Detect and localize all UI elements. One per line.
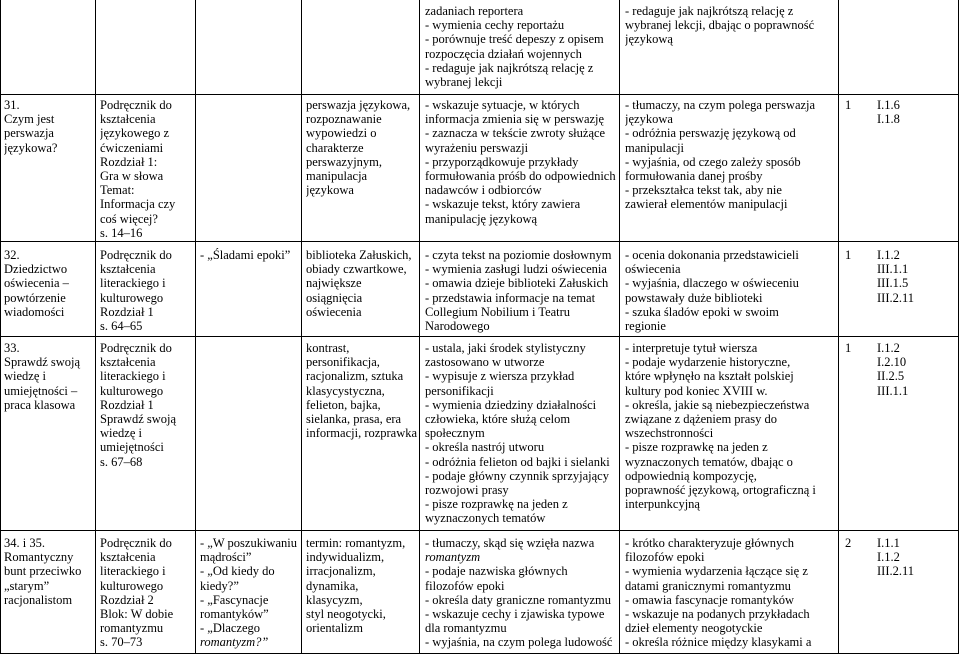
- text-line: Blok: W dobie: [100, 607, 174, 622]
- basic-requirements-cell: [425, 4, 619, 94]
- text-line: powstawały duże biblioteki: [625, 290, 763, 305]
- text-line: 33.: [4, 341, 20, 355]
- text-line: irracjonalizm,: [306, 564, 376, 579]
- text-line: orientalizm: [306, 621, 363, 636]
- text-line: wszechstronności: [625, 426, 714, 441]
- text-line: wiedzę i: [100, 426, 142, 441]
- text-line: rozwojowi prasy: [425, 483, 509, 498]
- text-line: zastosowano w utworze: [425, 355, 545, 370]
- text-line: - wymienia zasługi ludzi oświecenia: [425, 262, 607, 277]
- text-line: 2: [845, 536, 852, 550]
- concepts-cell: [306, 536, 419, 652]
- text-line: zawierał elementów manipulacji: [625, 197, 788, 212]
- column-divider: [419, 0, 420, 654]
- text-line: perswazja: [4, 126, 54, 141]
- text-line: Czym jest: [4, 112, 55, 127]
- text-line: Collegium Nobilium i Teatru: [425, 304, 571, 319]
- text-line: kiedy?”: [200, 578, 239, 593]
- text-line: wybranej lekcji: [425, 75, 503, 90]
- text-line: mądrości”: [200, 550, 252, 565]
- text-line: sielanka, prasa, era: [306, 412, 402, 427]
- text-line: - przedstawia informacje na temat: [425, 290, 596, 305]
- text-line: kulturowego: [100, 290, 164, 305]
- text-line: wiedzę i: [4, 369, 46, 384]
- text-line: wypowiedzi o: [306, 126, 377, 141]
- basic-requirements-cell: [425, 98, 619, 240]
- text-line: - krótko charakteryzuje głównych: [625, 536, 795, 550]
- text-line: I.1.8: [877, 112, 900, 127]
- text-line: oświecenia: [306, 304, 362, 319]
- core-curriculum-cell: [877, 536, 957, 652]
- text-line: - omawia dzieje biblioteki Załuskich: [425, 276, 609, 291]
- text-line: 32.: [4, 248, 20, 262]
- text-line: - odróżnia perswazję językową od: [625, 126, 796, 141]
- text-line: praca klasowa: [4, 397, 76, 412]
- text-line: - wskazuje cechy i zjawiska typowe: [425, 607, 605, 622]
- text-line: bunt przeciwko: [4, 564, 82, 579]
- text-line: - czyta tekst na poziomie dosłownym: [425, 248, 612, 262]
- text-line: formułowania próśb do odpowiednich: [425, 169, 616, 184]
- text-line: wybranej lekcji, dbając o poprawność: [625, 18, 815, 33]
- text-line: - omawia fascynacje romantyków: [625, 592, 795, 607]
- text-line: umiejętności: [100, 440, 164, 455]
- text-line: datami granicznymi romantyzmu: [625, 578, 791, 593]
- text-line: ćwiczeniami: [100, 140, 164, 155]
- row-divider: [0, 336, 959, 337]
- text-line: literackiego i: [100, 564, 166, 579]
- text-line: romantyzmu: [100, 621, 164, 636]
- text-line: Dziedzictwo: [4, 262, 68, 277]
- text-line: termin: romantyzm,: [306, 536, 406, 550]
- text-line: manipulacja: [306, 169, 368, 184]
- text-line: kształcenia: [100, 355, 156, 370]
- text-line: Sprawdź swoją: [100, 412, 177, 427]
- column-divider: [0, 0, 1, 654]
- text-line: Temat:: [100, 183, 135, 198]
- text-line: 1: [845, 248, 852, 262]
- text-line: - odróżnia felieton od bajki i sielanki: [425, 454, 610, 469]
- text-line: kształcenia: [100, 550, 156, 565]
- text-line: s. 70–73: [100, 635, 143, 650]
- core-curriculum-cell: [877, 98, 957, 240]
- text-line: filozofów epoki: [425, 578, 505, 593]
- text-line: wyznaczonych tematów, dbając o: [625, 454, 793, 469]
- text-line: rozpoczęcia działań wojennych: [425, 46, 582, 61]
- text-line: - tłumaczy, skąd się wzięła nazwa: [425, 536, 595, 550]
- text-line: Romantyczny: [4, 550, 74, 565]
- reading-cell: [200, 536, 300, 652]
- text-line: filozofów epoki: [625, 550, 705, 565]
- text-line: - zaznacza w tekście zwroty służące: [425, 126, 606, 141]
- text-line: Rozdział 1: [100, 304, 154, 319]
- extended-requirements-cell: [625, 536, 837, 652]
- row-divider: [0, 653, 959, 654]
- text-line: które wpłynęło na kształt polskiej: [625, 369, 794, 384]
- text-line: - podaje wydarzenie historyczne,: [625, 355, 791, 370]
- reading-cell: [200, 248, 300, 336]
- requirement-level-cell: [845, 536, 865, 652]
- text-line: - „Śladami epoki”: [200, 248, 291, 262]
- text-line: - redaguje jak najkrótszą relację z: [625, 4, 794, 18]
- text-line: wiadomości: [4, 304, 65, 319]
- text-line: - interpretuje tytuł wiersza: [625, 341, 758, 355]
- text-line: perswazyjnym,: [306, 154, 383, 169]
- text-line: - „W poszukiwaniu: [200, 536, 297, 550]
- text-line: racjonalizm, sztuka: [306, 369, 404, 384]
- text-line: - określa różnice między klasykami a: [625, 635, 812, 650]
- text-line: romantyków”: [200, 607, 269, 622]
- core-curriculum-cell: [877, 248, 957, 336]
- basic-requirements-cell: [425, 536, 619, 652]
- column-divider: [301, 0, 302, 654]
- text-line: Gra w słowa: [100, 169, 164, 184]
- text-line: coś więcej?: [100, 211, 158, 226]
- text-line: - wymienia dziedziny działalności: [425, 397, 597, 412]
- lesson-topic-cell: [4, 248, 94, 336]
- text-line: II.2.5: [877, 369, 905, 384]
- text-line: I.1.6: [877, 98, 900, 112]
- text-line: Rozdział 2: [100, 592, 154, 607]
- requirement-level-cell: [845, 248, 865, 336]
- textbook-cell: [100, 536, 194, 652]
- text-line: związane z dążeniem prasy do: [625, 412, 778, 427]
- text-line: - pisze rozprawkę na jeden z: [625, 440, 768, 455]
- text-line: - przekształca tekst tak, aby nie: [625, 183, 782, 198]
- text-line: kulturowego: [100, 578, 164, 593]
- text-line: I.1.2: [877, 550, 900, 565]
- text-line: - wyjaśnia, dlaczego w oświeceniu: [625, 276, 799, 291]
- text-line: - ustala, jaki środek stylistyczny: [425, 341, 586, 355]
- text-line: Podręcznik do: [100, 98, 172, 112]
- text-line: językowa?: [4, 140, 58, 155]
- text-line: językową: [625, 32, 673, 47]
- extended-requirements-cell: [625, 341, 837, 530]
- text-line: manipulację językową: [425, 211, 538, 226]
- text-line: literackiego i: [100, 276, 166, 291]
- text-line: klasycystyczna,: [306, 383, 385, 398]
- requirement-level-cell: [845, 98, 865, 240]
- text-line: „starym”: [4, 578, 50, 593]
- text-line: styl neogotycki,: [306, 607, 386, 622]
- extended-requirements-cell: [625, 248, 837, 336]
- text-line: biblioteka Załuskich,: [306, 248, 412, 262]
- text-line: interpunkcyjną: [625, 497, 700, 512]
- concepts-cell: [306, 248, 419, 336]
- text-line: wyznaczonych tematów: [425, 511, 546, 526]
- text-line: Sprawdź swoją: [4, 355, 81, 370]
- text-line: - szuka śladów epoki w swoim: [625, 304, 779, 319]
- text-line: - redaguje jak najkrótszą relację z: [425, 60, 594, 75]
- text-line: językowego z: [100, 126, 170, 141]
- text-line: personifikacja,: [306, 355, 380, 370]
- concepts-cell: [306, 341, 419, 530]
- text-line: oświecenia –: [4, 276, 69, 291]
- text-line: - wskazuje tekst, który zawiera: [425, 197, 581, 212]
- text-line: powtórzenie: [4, 290, 66, 305]
- basic-requirements-cell: [425, 341, 619, 530]
- text-line: poprawność językową, ortograficzną i: [625, 483, 816, 498]
- text-line: Podręcznik do: [100, 536, 172, 550]
- text-line: - „Od kiedy do: [200, 564, 275, 579]
- text-line: racjonalistom: [4, 592, 73, 607]
- text-line: - podaje główny czynnik sprzyjający: [425, 468, 609, 483]
- text-line: - wyjaśnia, od czego zależy sposób: [625, 154, 801, 169]
- text-line: personifikacji: [425, 383, 494, 398]
- basic-requirements-cell: [425, 248, 619, 336]
- column-divider: [195, 0, 196, 654]
- text-line: oświecenia: [625, 262, 681, 277]
- lesson-topic-cell: [4, 341, 94, 530]
- text-line: - „Fascynacje: [200, 592, 269, 607]
- textbook-cell: [100, 98, 194, 240]
- textbook-cell: [100, 248, 194, 336]
- text-line: informacji, rozprawka: [306, 426, 418, 441]
- text-line: s. 64–65: [100, 319, 143, 334]
- text-line: Rozdział 1:: [100, 154, 158, 169]
- text-line: - porównuje treść depeszy z opisem: [425, 32, 604, 47]
- text-line: III.2.11: [877, 564, 915, 579]
- text-line: - wyjaśnia, na czym polega ludowość: [425, 635, 613, 650]
- text-line: nadawców i odbiorców: [425, 183, 542, 198]
- text-line: kształcenia: [100, 262, 156, 277]
- text-line: I.2.10: [877, 355, 907, 370]
- text-line: III.1.1: [877, 383, 909, 398]
- text-line: - wskazuje sytuacje, w których: [425, 98, 580, 112]
- lesson-topic-cell: [4, 98, 94, 240]
- text-line: dzieł elementy neogotyckie: [625, 621, 763, 636]
- row-divider: [0, 241, 959, 242]
- text-line: dla romantyzmu: [425, 621, 507, 636]
- text-line: Narodowego: [425, 319, 490, 334]
- text-line: - określa nastrój utworu: [425, 440, 545, 455]
- text-line: klasycyzm,: [306, 592, 363, 607]
- text-line: 34. i 35.: [4, 536, 45, 550]
- text-line: 1: [845, 98, 852, 112]
- text-line: s. 67–68: [100, 454, 143, 469]
- row-divider: [0, 530, 959, 531]
- text-line: kształcenia: [100, 112, 156, 127]
- text-line: 1: [845, 341, 852, 355]
- text-line: felieton, bajka,: [306, 397, 381, 412]
- text-line: największe: [306, 276, 362, 291]
- text-line: informacja zmienia się w perswazję: [425, 112, 605, 127]
- text-line: - ocenia dokonania przedstawicieli: [625, 248, 799, 262]
- text-line: umiejętności –: [4, 383, 78, 398]
- text-line: językowa: [625, 112, 673, 127]
- text-line: społecznym: [425, 426, 485, 441]
- text-line: - pisze rozprawkę na jeden z: [425, 497, 568, 512]
- text-line: III.2.11: [877, 290, 915, 305]
- column-divider: [838, 0, 839, 654]
- textbook-cell: [100, 341, 194, 530]
- text-line: Rozdział 1: [100, 397, 154, 412]
- text-line: dynamika,: [306, 578, 359, 593]
- text-line: formułowania danej prośby: [625, 169, 763, 184]
- text-line: - „Dlaczego: [200, 621, 261, 636]
- text-line: III.1.5: [877, 276, 909, 291]
- text-line: I.1.2: [877, 248, 900, 262]
- text-line: - wymienia cechy reportażu: [425, 18, 565, 33]
- text-line: literackiego i: [100, 369, 166, 384]
- text-line: manipulacji: [625, 140, 685, 155]
- text-line: - określa daty graniczne romantyzmu: [425, 592, 612, 607]
- text-line: romantyzm?”: [200, 635, 269, 650]
- text-line: Informacja czy: [100, 197, 176, 212]
- text-line: językowa: [306, 183, 354, 198]
- text-line: charakterze: [306, 140, 364, 155]
- text-line: I.1.2: [877, 341, 900, 355]
- text-line: Podręcznik do: [100, 248, 172, 262]
- text-line: Podręcznik do: [100, 341, 172, 355]
- core-curriculum-cell: [877, 341, 957, 530]
- row-divider: [0, 94, 959, 95]
- text-line: kontrast,: [306, 341, 350, 355]
- text-line: regionie: [625, 319, 666, 334]
- text-line: - tłumaczy, na czym polega perswazja: [625, 98, 816, 112]
- lesson-topic-cell: [4, 536, 94, 652]
- text-line: III.1.1: [877, 262, 909, 277]
- text-line: romantyzm: [425, 550, 481, 565]
- text-line: odpowiednią kompozycję,: [625, 468, 757, 483]
- requirement-level-cell: [845, 341, 865, 530]
- text-line: kultury pod koniec XVIII w.: [625, 383, 768, 398]
- text-line: zadaniach reportera: [425, 4, 524, 18]
- text-line: - wskazuje na podanych przykładach: [625, 607, 810, 622]
- text-line: osiągnięcia: [306, 290, 363, 305]
- column-divider: [95, 0, 96, 654]
- text-line: obiady czwartkowe,: [306, 262, 407, 277]
- concepts-cell: [306, 98, 419, 240]
- text-line: rozpoznawanie: [306, 112, 382, 127]
- column-divider: [619, 0, 620, 654]
- text-line: indywidualizm,: [306, 550, 385, 565]
- text-line: - podaje nazwiska głównych: [425, 564, 568, 579]
- extended-requirements-cell: [625, 98, 837, 240]
- text-line: I.1.1: [877, 536, 900, 550]
- text-line: perswazja językowa,: [306, 98, 411, 112]
- text-line: s. 14–16: [100, 225, 143, 240]
- text-line: 31.: [4, 98, 20, 112]
- text-line: - określa, jakie są niebezpieczeństwa: [625, 397, 810, 412]
- text-line: - wypisuje z wiersza przykład: [425, 369, 575, 384]
- text-line: - przyporządkowuje przykłady: [425, 154, 579, 169]
- text-line: wyrażeniu perswazji: [425, 140, 529, 155]
- text-line: człowieka, które służą celom: [425, 412, 571, 427]
- text-line: - wymienia wydarzenia łączące się z: [625, 564, 808, 579]
- text-line: kulturowego: [100, 383, 164, 398]
- extended-requirements-cell: [625, 4, 837, 94]
